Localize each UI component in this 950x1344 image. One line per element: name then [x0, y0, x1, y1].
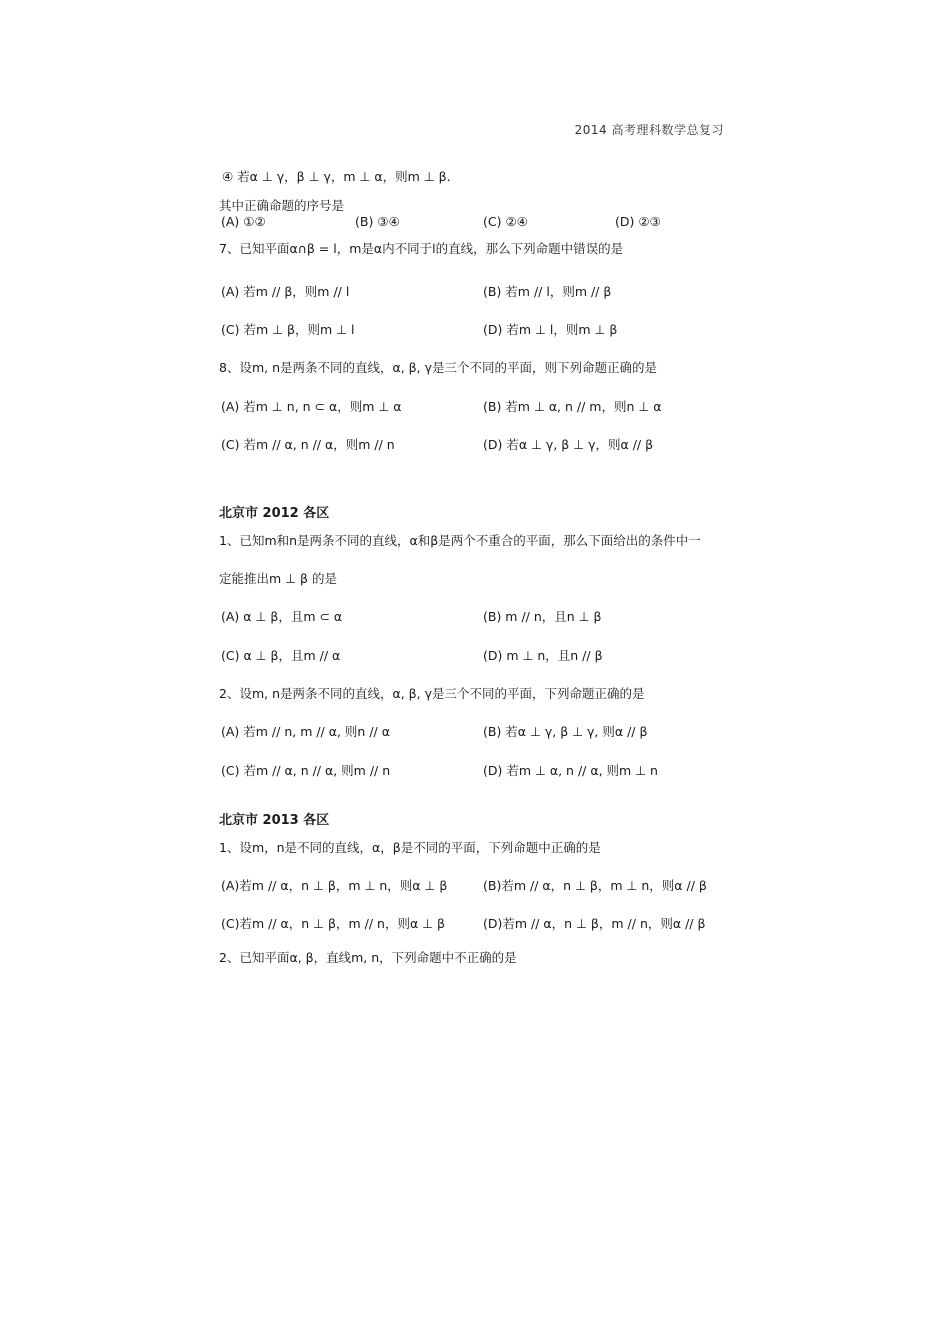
q8-option-b: (B) 若m ⊥ α, n // m，则n ⊥ α	[483, 399, 662, 414]
s2012-q1-option-a: (A) α ⊥ β，且m ⊂ α	[221, 609, 343, 624]
q6-option-a: (A) ①②	[221, 214, 266, 229]
q7-option-b: (B) 若m // l，则m // β	[483, 284, 612, 299]
s2012-q2-option-d: (D) 若m ⊥ α, n // α, 则m ⊥ n	[483, 763, 658, 778]
q8-option-d: (D) 若α ⊥ γ, β ⊥ γ，则α // β	[483, 437, 654, 452]
section-heading-2013: 北京市 2013 各区	[219, 813, 330, 828]
q7-option-d: (D) 若m ⊥ l，则m ⊥ β	[483, 322, 618, 337]
s2012-q1-option-b: (B) m // n，且n ⊥ β	[483, 609, 602, 624]
q8-option-a: (A) 若m ⊥ n, n ⊂ α，则m ⊥ α	[221, 399, 402, 414]
s2012-q1-stem-line2: 定能推出m ⊥ β 的是	[219, 571, 337, 586]
q6-item-4: ④ 若α ⊥ γ，β ⊥ γ，m ⊥ α，则m ⊥ β.	[222, 169, 451, 184]
section-heading-2012: 北京市 2012 各区	[219, 506, 330, 521]
s2012-q2-option-c: (C) 若m // α, n // α, 则m // n	[221, 763, 391, 778]
s2013-q1-option-b: (B)若m // α，n ⊥ β，m ⊥ n，则α // β	[483, 878, 707, 893]
s2013-q1-option-d: (D)若m // α，n ⊥ β，m // n，则α // β	[483, 916, 706, 931]
s2013-q1-option-a: (A)若m // α，n ⊥ β，m ⊥ n，则α ⊥ β	[221, 878, 448, 893]
q7-option-a: (A) 若m // β，则m // l	[221, 284, 350, 299]
q8-stem: 8、设m, n是两条不同的直线，α, β, γ是三个不同的平面，则下列命题正确的是	[219, 360, 658, 375]
s2012-q2-option-b: (B) 若α ⊥ γ, β ⊥ γ, 则α // β	[483, 724, 648, 739]
s2012-q2-option-a: (A) 若m // n, m // α, 则n // α	[221, 724, 390, 739]
page-header: 2014 高考理科数学总复习	[574, 123, 724, 137]
q7-stem: 7、已知平面α∩β = l，m是α内不同于l的直线，那么下列命题中错误的是	[219, 241, 624, 256]
q6-option-c: (C) ②④	[483, 214, 528, 229]
q8-option-c: (C) 若m // α, n // α，则m // n	[221, 437, 395, 452]
q7-option-c: (C) 若m ⊥ β，则m ⊥ l	[221, 322, 355, 337]
s2012-q2-stem: 2、设m, n是两条不同的直线，α, β, γ是三个不同的平面，下列命题正确的是	[219, 686, 645, 701]
q6-question: 其中正确命题的序号是	[219, 198, 345, 213]
s2012-q1-option-d: (D) m ⊥ n，且n // β	[483, 648, 603, 663]
q6-option-b: (B) ③④	[355, 214, 400, 229]
s2012-q1-stem-line1: 1、已知m和n是两条不同的直线，α和β是两个不重合的平面，那么下面给出的条件中一	[219, 533, 701, 548]
s2012-q1-option-c: (C) α ⊥ β，且m // α	[221, 648, 341, 663]
s2013-q1-option-c: (C)若m // α，n ⊥ β，m // n，则α ⊥ β	[221, 916, 446, 931]
s2013-q2-stem: 2、已知平面α, β，直线m, n，下列命题中不正确的是	[219, 950, 517, 965]
s2013-q1-stem: 1、设m，n是不同的直线，α，β是不同的平面，下列命题中正确的是	[219, 840, 601, 855]
q6-option-d: (D) ②③	[615, 214, 661, 229]
